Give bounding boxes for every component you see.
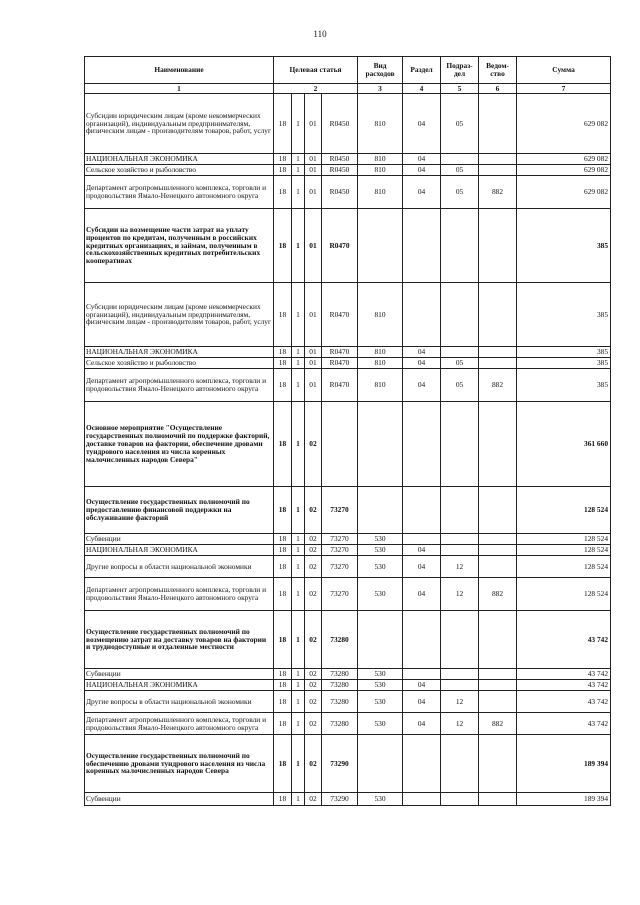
department-cell	[479, 358, 517, 369]
row-name: Департамент агропромышленного комплекса, торговли и продовольствия Ямало-Ненецкого автономного округа	[85, 578, 274, 611]
table-row	[85, 165, 611, 176]
section-cell	[403, 793, 441, 806]
subsection-cell	[441, 534, 479, 545]
expense-type-cell: 810	[358, 283, 403, 347]
subprogram-code: 1	[292, 283, 305, 347]
direction-code: 73280	[322, 713, 358, 735]
section-cell: 04	[403, 154, 441, 165]
department-cell: 882	[479, 713, 517, 735]
row-name: Основное мероприятие "Осуществление государственных полномочий по поддержке факторий, доставке товаров на фактории, обеспечение дровами тундрового населения из числа коренных малочисленных народов Севера"	[85, 402, 274, 487]
subprogram-code: 1	[292, 713, 305, 735]
section-cell: 04	[403, 680, 441, 691]
direction-code: R0470	[322, 369, 358, 402]
section-cell: 04	[403, 713, 441, 735]
table-row	[85, 735, 611, 793]
subsection-cell	[441, 669, 479, 680]
subsection-cell	[441, 611, 479, 669]
subprogram-code: 1	[292, 487, 305, 534]
direction-code: 73270	[322, 556, 358, 578]
expense-type-cell: 810	[358, 154, 403, 165]
program-code: 18	[274, 402, 292, 487]
header-number: 1	[85, 84, 274, 94]
expense-type-cell: 810	[358, 358, 403, 369]
sum-cell: 128 524	[517, 556, 611, 578]
sum-cell: 128 524	[517, 487, 611, 534]
direction-code: R0470	[322, 347, 358, 358]
direction-code: R0470	[322, 283, 358, 347]
header-subsection: Подраз-дел	[441, 57, 479, 84]
section-cell	[403, 209, 441, 283]
event-code: 01	[305, 347, 322, 358]
sum-cell: 385	[517, 358, 611, 369]
section-cell: 04	[403, 545, 441, 556]
table-row	[85, 669, 611, 680]
section-cell	[403, 735, 441, 793]
subprogram-code: 1	[292, 735, 305, 793]
header-number: 6	[479, 84, 517, 94]
subsection-cell	[441, 735, 479, 793]
direction-code: 73290	[322, 735, 358, 793]
event-code: 02	[305, 713, 322, 735]
row-name: Другие вопросы в области национальной экономики	[85, 691, 274, 713]
row-name: Департамент агропромышленного комплекса, торговли и продовольствия Ямало-Ненецкого автономного округа	[85, 369, 274, 402]
header-sum: Сумма	[517, 57, 611, 84]
subsection-cell: 05	[441, 94, 479, 154]
subprogram-code: 1	[292, 369, 305, 402]
direction-code	[322, 402, 358, 487]
header-name: Наименование	[85, 57, 274, 84]
department-cell	[479, 154, 517, 165]
sum-cell: 629 082	[517, 154, 611, 165]
event-code: 01	[305, 94, 322, 154]
program-code: 18	[274, 487, 292, 534]
event-code: 01	[305, 176, 322, 209]
event-code: 01	[305, 358, 322, 369]
expense-type-cell: 530	[358, 545, 403, 556]
table-row	[85, 545, 611, 556]
expense-type-cell: 530	[358, 713, 403, 735]
subprogram-code: 1	[292, 578, 305, 611]
subsection-cell	[441, 283, 479, 347]
subprogram-code: 1	[292, 402, 305, 487]
subprogram-code: 1	[292, 556, 305, 578]
department-cell	[479, 165, 517, 176]
subsection-cell: 12	[441, 691, 479, 713]
subprogram-code: 1	[292, 154, 305, 165]
section-cell: 04	[403, 176, 441, 209]
subsection-cell: 05	[441, 369, 479, 402]
department-cell	[479, 735, 517, 793]
header-number: 2	[274, 84, 358, 94]
program-code: 18	[274, 735, 292, 793]
program-code: 18	[274, 669, 292, 680]
sum-cell: 43 742	[517, 680, 611, 691]
table-row	[85, 209, 611, 283]
sum-cell: 629 082	[517, 165, 611, 176]
direction-code: R0450	[322, 94, 358, 154]
direction-code: R0470	[322, 358, 358, 369]
subsection-cell: 12	[441, 556, 479, 578]
event-code: 01	[305, 154, 322, 165]
expense-type-cell	[358, 402, 403, 487]
department-cell: 882	[479, 578, 517, 611]
program-code: 18	[274, 154, 292, 165]
subprogram-code: 1	[292, 545, 305, 556]
department-cell: 882	[479, 176, 517, 209]
table-row	[85, 578, 611, 611]
expense-type-cell: 810	[358, 347, 403, 358]
expense-type-cell: 810	[358, 165, 403, 176]
event-code: 01	[305, 369, 322, 402]
subsection-cell: 12	[441, 713, 479, 735]
department-cell	[479, 545, 517, 556]
table-row	[85, 176, 611, 209]
direction-code: 73280	[322, 691, 358, 713]
section-cell	[403, 534, 441, 545]
sum-cell: 629 082	[517, 176, 611, 209]
department-cell	[479, 402, 517, 487]
direction-code: 73280	[322, 669, 358, 680]
subprogram-code: 1	[292, 94, 305, 154]
direction-code: R0450	[322, 176, 358, 209]
section-cell: 04	[403, 691, 441, 713]
event-code: 02	[305, 402, 322, 487]
program-code: 18	[274, 369, 292, 402]
event-code: 02	[305, 487, 322, 534]
header-expense-type: Вид расходов	[358, 57, 403, 84]
row-name: Департамент агропромышленного комплекса, торговли и продовольствия Ямало-Ненецкого автономного округа	[85, 176, 274, 209]
subsection-cell: 12	[441, 578, 479, 611]
event-code: 02	[305, 691, 322, 713]
row-name: Субсидии юридическим лицам (кроме некоммерческих организаций), индивидуальным предпринимателям, физическим лицам - производителям товаров, работ, услуг	[85, 94, 274, 154]
header-number: 5	[441, 84, 479, 94]
program-code: 18	[274, 545, 292, 556]
section-cell: 04	[403, 165, 441, 176]
subprogram-code: 1	[292, 793, 305, 806]
program-code: 18	[274, 347, 292, 358]
department-cell	[479, 556, 517, 578]
direction-code: R0470	[322, 209, 358, 283]
subprogram-code: 1	[292, 176, 305, 209]
expense-type-cell: 810	[358, 369, 403, 402]
program-code: 18	[274, 680, 292, 691]
program-code: 18	[274, 713, 292, 735]
expense-type-cell: 530	[358, 691, 403, 713]
program-code: 18	[274, 94, 292, 154]
row-name: НАЦИОНАЛЬНАЯ ЭКОНОМИКА	[85, 680, 274, 691]
row-name: Осуществление государственных полномочий по возмещению затрат на доставку товаров на фактории и труднодоступные и отдаленные местности	[85, 611, 274, 669]
table-row	[85, 358, 611, 369]
department-cell	[479, 209, 517, 283]
direction-code: 73270	[322, 487, 358, 534]
sum-cell: 361 660	[517, 402, 611, 487]
table-row	[85, 402, 611, 487]
section-cell: 04	[403, 94, 441, 154]
row-name: Осуществление государственных полномочий по предоставлению финансовой поддержки на обслуживание факторий	[85, 487, 274, 534]
section-cell	[403, 669, 441, 680]
sum-cell: 385	[517, 209, 611, 283]
program-code: 18	[274, 611, 292, 669]
subsection-cell	[441, 545, 479, 556]
program-code: 18	[274, 556, 292, 578]
table-row	[85, 713, 611, 735]
expense-type-cell: 530	[358, 669, 403, 680]
sum-cell: 189 394	[517, 793, 611, 806]
table-row	[85, 283, 611, 347]
expense-type-cell: 530	[358, 578, 403, 611]
budget-table	[84, 56, 611, 806]
department-cell	[479, 793, 517, 806]
subprogram-code: 1	[292, 534, 305, 545]
subsection-cell	[441, 347, 479, 358]
department-cell	[479, 94, 517, 154]
program-code: 18	[274, 691, 292, 713]
sum-cell: 189 394	[517, 735, 611, 793]
direction-code: 73290	[322, 793, 358, 806]
subprogram-code: 1	[292, 611, 305, 669]
department-cell	[479, 534, 517, 545]
row-name: Сельское хозяйство и рыболовство	[85, 165, 274, 176]
sum-cell: 128 524	[517, 545, 611, 556]
sum-cell: 385	[517, 283, 611, 347]
table-row	[85, 611, 611, 669]
subsection-cell	[441, 402, 479, 487]
sum-cell: 629 082	[517, 94, 611, 154]
event-code: 02	[305, 669, 322, 680]
subsection-cell	[441, 209, 479, 283]
section-cell: 04	[403, 358, 441, 369]
program-code: 18	[274, 165, 292, 176]
department-cell: 882	[479, 369, 517, 402]
table-row	[85, 347, 611, 358]
table-row	[85, 94, 611, 154]
expense-type-cell: 530	[358, 680, 403, 691]
row-name: Осуществление государственных полномочий по обеспечению дровами тундрового населения из числа коренных малочисленных народов Севера	[85, 735, 274, 793]
event-code: 02	[305, 556, 322, 578]
table-row	[85, 534, 611, 545]
subsection-cell	[441, 793, 479, 806]
sum-cell: 128 524	[517, 534, 611, 545]
subprogram-code: 1	[292, 669, 305, 680]
row-name: НАЦИОНАЛЬНАЯ ЭКОНОМИКА	[85, 347, 274, 358]
subprogram-code: 1	[292, 691, 305, 713]
expense-type-cell: 530	[358, 534, 403, 545]
subprogram-code: 1	[292, 680, 305, 691]
department-cell	[479, 691, 517, 713]
direction-code: 73280	[322, 680, 358, 691]
sum-cell: 43 742	[517, 669, 611, 680]
department-cell	[479, 611, 517, 669]
row-name: Субсидии юридическим лицам (кроме некоммерческих организаций), индивидуальным предпринимателям, физическим лицам - производителям товаров, работ, услуг	[85, 283, 274, 347]
direction-code: 73280	[322, 611, 358, 669]
header-number: 4	[403, 84, 441, 94]
event-code: 02	[305, 545, 322, 556]
direction-code: 73270	[322, 545, 358, 556]
sum-cell: 385	[517, 369, 611, 402]
event-code: 01	[305, 283, 322, 347]
subprogram-code: 1	[292, 347, 305, 358]
table-row	[85, 680, 611, 691]
sum-cell: 43 742	[517, 611, 611, 669]
department-cell	[479, 680, 517, 691]
department-cell	[479, 283, 517, 347]
section-cell	[403, 487, 441, 534]
department-cell	[479, 669, 517, 680]
expense-type-cell	[358, 611, 403, 669]
expense-type-cell: 810	[358, 176, 403, 209]
table-row	[85, 487, 611, 534]
table-row	[85, 369, 611, 402]
program-code: 18	[274, 283, 292, 347]
row-name: Субвенции	[85, 669, 274, 680]
subprogram-code: 1	[292, 165, 305, 176]
expense-type-cell	[358, 735, 403, 793]
section-cell	[403, 402, 441, 487]
expense-type-cell: 530	[358, 793, 403, 806]
header-department: Ведом-ство	[479, 57, 517, 84]
event-code: 02	[305, 534, 322, 545]
row-name: Сельское хозяйство и рыболовство	[85, 358, 274, 369]
expense-type-cell	[358, 487, 403, 534]
section-cell: 04	[403, 578, 441, 611]
subsection-cell	[441, 680, 479, 691]
department-cell	[479, 487, 517, 534]
page-number: 110	[313, 29, 327, 39]
section-cell	[403, 283, 441, 347]
subprogram-code: 1	[292, 209, 305, 283]
subsection-cell: 05	[441, 165, 479, 176]
row-name: Субвенции	[85, 534, 274, 545]
program-code: 18	[274, 176, 292, 209]
row-name: Департамент агропромышленного комплекса, торговли и продовольствия Ямало-Ненецкого автономного округа	[85, 713, 274, 735]
event-code: 02	[305, 680, 322, 691]
subsection-cell	[441, 154, 479, 165]
department-cell	[479, 347, 517, 358]
header-section: Раздел	[403, 57, 441, 84]
table-row	[85, 556, 611, 578]
subsection-cell	[441, 487, 479, 534]
direction-code: R0450	[322, 154, 358, 165]
sum-cell: 385	[517, 347, 611, 358]
subsection-cell: 05	[441, 358, 479, 369]
header-number: 7	[517, 84, 611, 94]
row-name: НАЦИОНАЛЬНАЯ ЭКОНОМИКА	[85, 154, 274, 165]
event-code: 01	[305, 165, 322, 176]
sum-cell: 43 742	[517, 713, 611, 735]
program-code: 18	[274, 534, 292, 545]
subsection-cell: 05	[441, 176, 479, 209]
direction-code: 73270	[322, 534, 358, 545]
row-name: Субвенции	[85, 793, 274, 806]
header-number-row	[85, 84, 611, 94]
event-code: 02	[305, 735, 322, 793]
header-number: 3	[358, 84, 403, 94]
section-cell: 04	[403, 369, 441, 402]
header-target: Целевая статья	[274, 57, 358, 84]
event-code: 01	[305, 209, 322, 283]
row-name: Субсидии на возмещение части затрат на уплату процентов по кредитам, полученным в российских кредитных организациях, и займам, полученным в сельскохозяйственных кредитных потребительских кооперативах	[85, 209, 274, 283]
section-cell: 04	[403, 556, 441, 578]
sum-cell: 43 742	[517, 691, 611, 713]
section-cell	[403, 611, 441, 669]
row-name: Другие вопросы в области национальной экономики	[85, 556, 274, 578]
table-row	[85, 154, 611, 165]
program-code: 18	[274, 209, 292, 283]
program-code: 18	[274, 358, 292, 369]
direction-code: R0450	[322, 165, 358, 176]
section-cell: 04	[403, 347, 441, 358]
expense-type-cell	[358, 209, 403, 283]
table-row	[85, 691, 611, 713]
event-code: 02	[305, 611, 322, 669]
event-code: 02	[305, 793, 322, 806]
program-code: 18	[274, 793, 292, 806]
event-code: 02	[305, 578, 322, 611]
header-row	[85, 57, 611, 84]
table-row	[85, 793, 611, 806]
expense-type-cell: 530	[358, 556, 403, 578]
subprogram-code: 1	[292, 358, 305, 369]
direction-code: 73270	[322, 578, 358, 611]
sum-cell: 128 524	[517, 578, 611, 611]
program-code: 18	[274, 578, 292, 611]
expense-type-cell: 810	[358, 94, 403, 154]
row-name: НАЦИОНАЛЬНАЯ ЭКОНОМИКА	[85, 545, 274, 556]
